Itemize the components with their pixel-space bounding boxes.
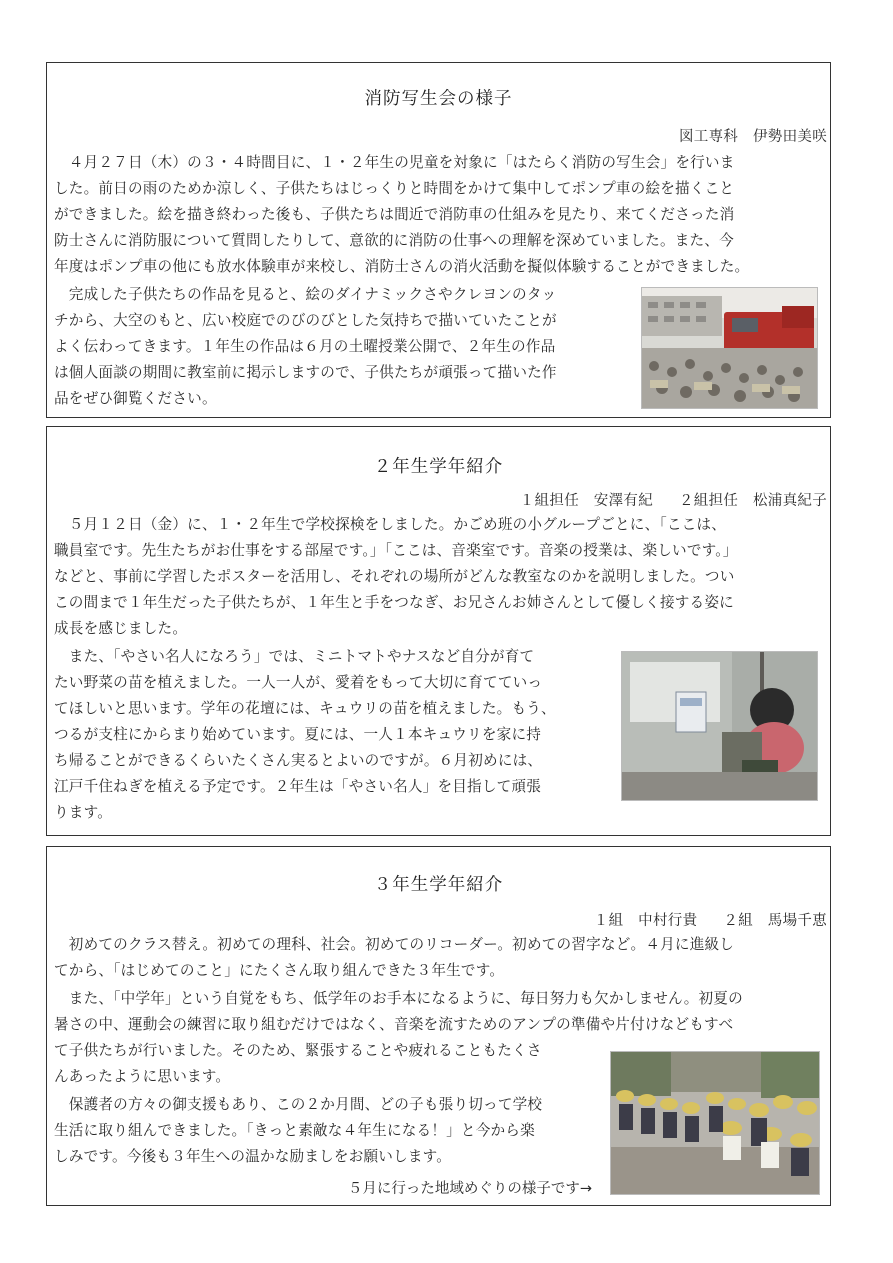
- author-name: 図工専科 伊勢田美咲: [679, 129, 827, 145]
- body-line: この間まで１年生だった子供たちが、１年生と手をつなぎ、お兄さんお姉さんとして優しく接する姿に: [54, 594, 734, 611]
- body-line: また、「やさい名人になろう」では、ミニトマトやナスなど自分が育て: [54, 648, 535, 665]
- body-line: ５月１２日（金）に、１・２年生で学校探検をしました。かごめ班の小グループごとに、「ここは、: [54, 516, 727, 533]
- author-line: [568, 909, 827, 930]
- body-line: ができました。絵を描き終わった後も、子供たちは間近で消防車の仕組みを見たり、来てくださった消: [54, 206, 735, 223]
- body-line: 江戸千住ねぎを植える予定です。２年生は「やさい名人」を目指して頑張: [54, 778, 542, 795]
- vegetable-planting-photo: [621, 651, 818, 801]
- body-line: 生活に取り組んできました。「きっと素敵な４年生になる！」と今から楽: [54, 1122, 535, 1139]
- body-line: などと、事前に学習したポスターを活用し、それぞれの場所がどんな教室なのかを説明しました。つい: [54, 568, 735, 585]
- body-line: ります。: [54, 804, 113, 821]
- body-line: てほしいと思います。学年の花壇には、キュウリの苗を植えました。もう、: [54, 700, 556, 717]
- section-title: ３年生学年紹介: [373, 875, 504, 895]
- body-line: 防士さんに消防服について質問したりして、意欲的に消防の仕事への理解を深めていました。また、今: [54, 232, 734, 249]
- body-line: よく伝わってきます。１年生の作品は６月の土曜授業公開で、２年生の作品: [54, 338, 556, 355]
- body-line: 年度はポンプ車の他にも放水体験車が来校し、消防士さんの消火活動を擬似体験することができました。: [54, 258, 750, 275]
- section-title: 消防写生会の様子: [364, 89, 513, 109]
- body-line: した。前日の雨のためか涼しく、子供たちはじっくりと時間をかけて集中してポンプ車の絵を描くこと: [54, 180, 735, 197]
- fire-truck-photo: [641, 287, 818, 409]
- body-line: 保護者の方々の御支援もあり、この２か月間、どの子も張り切って学校: [54, 1096, 543, 1113]
- section-grade2: [46, 426, 831, 836]
- body-line: ち帰ることができるくらいたくさん実るとよいのですが。６月初めには、: [54, 752, 543, 769]
- body-line: 暑さの中、運動会の練習に取り組むだけではなく、音楽を流すためのアンプの準備や片付けなどもすべ: [54, 1016, 734, 1033]
- section-fire-sketch: [46, 62, 831, 418]
- body-line: チから、大空のもと、広い校庭でのびのびとした気持ちで描いていたことが: [54, 312, 557, 329]
- body-line: 職員室です。先生たちがお仕事をする部屋です。」「ここは、音楽室です。音楽の授業は、楽しいです。」: [54, 542, 738, 559]
- community-walk-photo: [610, 1051, 820, 1195]
- author-line: [653, 125, 827, 146]
- body-line: 成長を感じました。: [54, 620, 188, 637]
- body-line: て子供たちが行いました。そのため、緊張することや疲れることもたくさ: [54, 1042, 542, 1059]
- body-line: てから、「はじめてのこと」にたくさん取り組んできた３年生です。: [54, 962, 505, 979]
- author-line: [494, 489, 827, 510]
- author-name: ２組担任 松浦真紀子: [679, 493, 827, 509]
- author-name: １組担任 安澤有紀: [519, 493, 653, 509]
- body-line: は個人面談の期間に教室前に掲示しますので、子供たちが頑張って描いた作: [54, 364, 557, 381]
- body-line: しみです。今後も３年生への温かな励ましをお願いします。: [54, 1148, 452, 1165]
- photo-caption: ５月に行った地域めぐりの様子です→: [347, 1181, 592, 1197]
- body-line: また、「中学年」という自覚をもち、低学年のお手本になるように、毎日努力も欠かしません。初夏の: [54, 990, 743, 1007]
- body-line: つるが支柱にからまり始めています。夏には、一人１本キュウリを家に持: [54, 726, 542, 743]
- body-line: 初めてのクラス替え。初めての理科、社会。初めてのリコーダー。初めての習字など。４月に進級し: [54, 936, 735, 953]
- body-line: ４月２７日（木）の３・４時間目に、１・２年生の児童を対象に「はたらく消防の写生会」を行いま: [54, 154, 735, 171]
- author-name: ２組 馬場千恵: [723, 913, 827, 929]
- author-name: １組 中村行貴: [593, 913, 698, 929]
- body-line: たい野菜の苗を植えました。一人一人が、愛着をもって大切に育てていっ: [54, 674, 543, 691]
- body-line: んあったように思います。: [54, 1068, 231, 1085]
- section-title: ２年生学年紹介: [373, 457, 504, 477]
- body-line: 品をぜひ御覧ください。: [54, 390, 217, 407]
- section-grade3: [46, 846, 831, 1206]
- body-line: 完成した子供たちの作品を見ると、絵のダイナミックさやクレヨンのタッ: [54, 286, 557, 303]
